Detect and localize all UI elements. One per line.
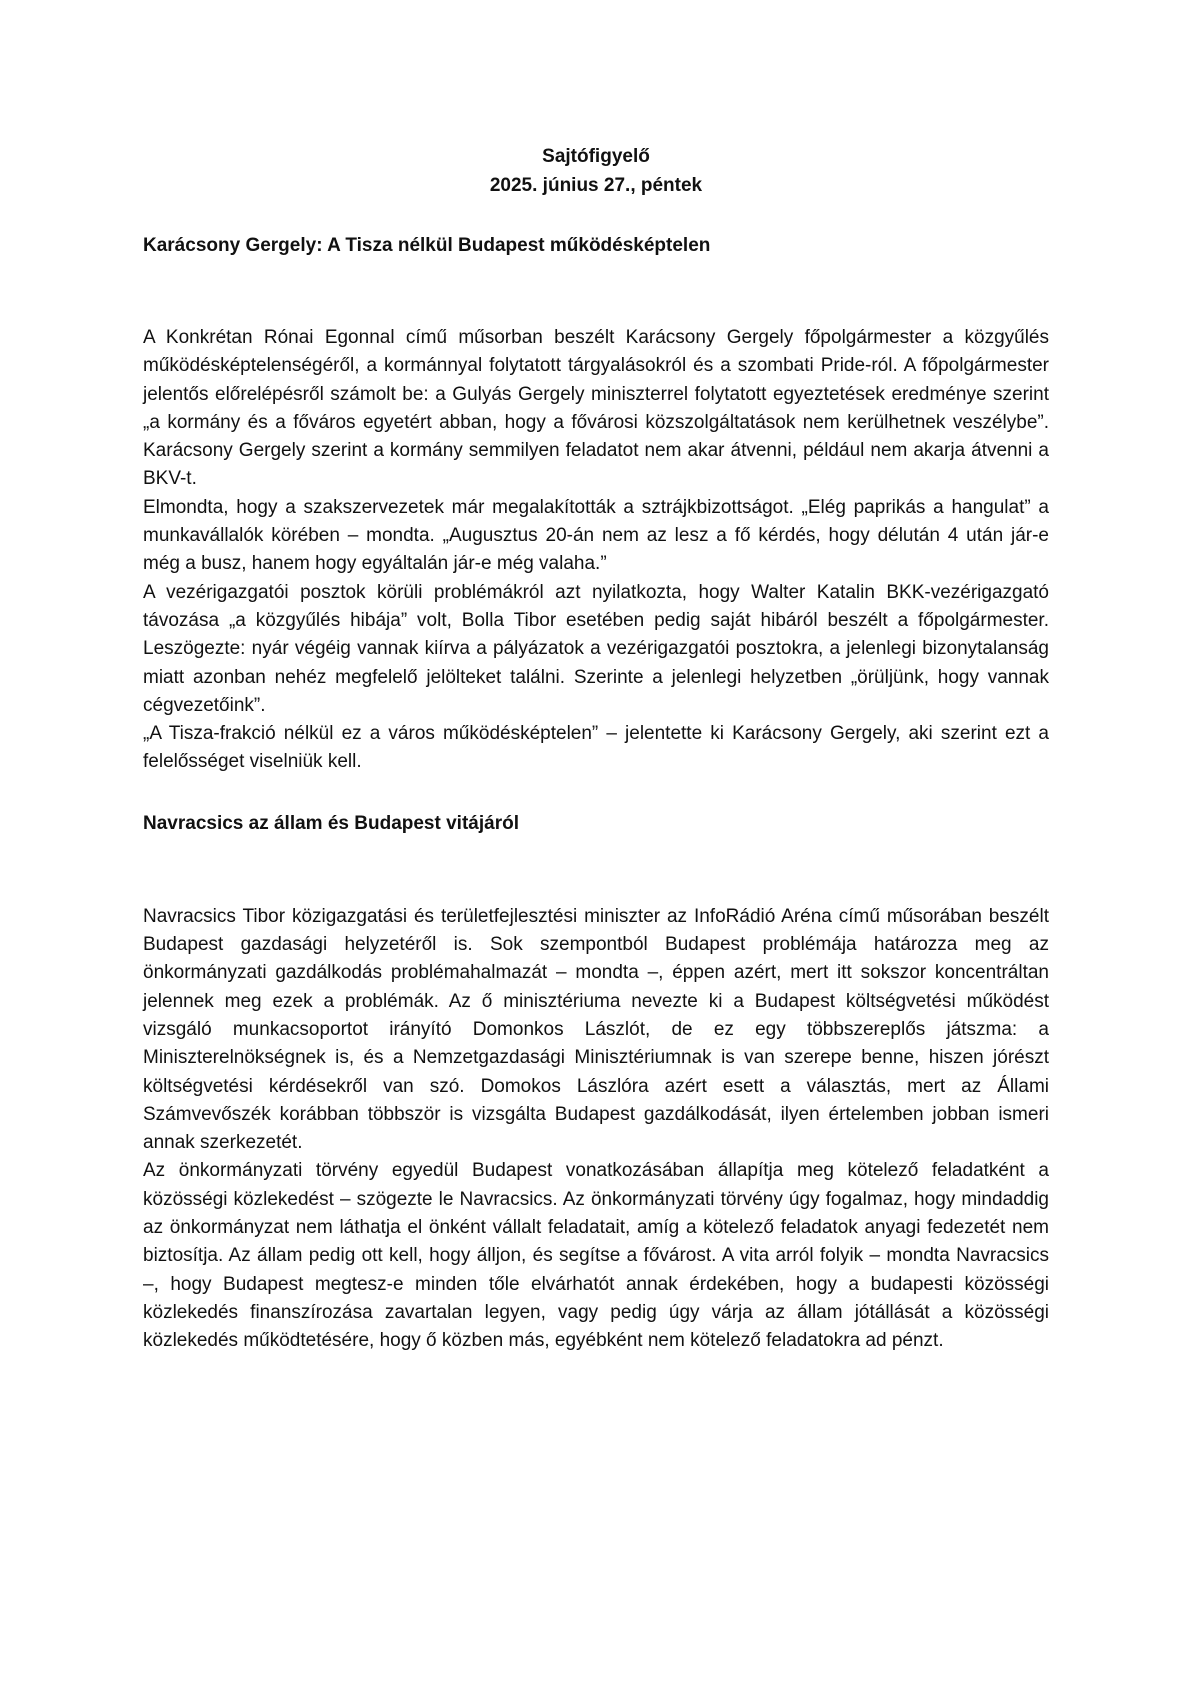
article-1	[143, 232, 1049, 777]
document-title: Sajtófigyelő	[542, 146, 650, 167]
article-headline: Karácsony Gergely: A Tisza nélkül Budapest működésképtelen	[143, 235, 711, 256]
article-paragraph: „A Tisza-frakció nélkül ez a város működésképtelen” – jelentette ki Karácsony Gergely, aki szerint ezt a felelősséget viselniük kell.	[143, 723, 1049, 773]
article-paragraph: Elmondta, hogy a szakszervezetek már megalakították a sztrájkbizottságot. „Elég paprikás a hangulat” a munkavállalók körében – mondta. „Augusztus 20-án nem az lesz a fő kérdés, hogy délután 4 után jár-e még a busz, hanem hogy egyáltalán jár-e még valaha.”	[143, 496, 1049, 575]
document-page	[143, 142, 1049, 1356]
article-2	[143, 810, 1049, 1356]
article-body	[143, 324, 1049, 777]
article-paragraph: A vezérigazgatói posztok körüli problémákról azt nyilatkozta, hogy Walter Katalin BKK-vezérigazgató távozása „a közgyűlés hibája” volt, Bolla Tibor esetében pedig saját hibáról beszélt a főpolgármester. Leszögezte: nyár végéig vannak kiírva a pályázatok a vezérigazgatói posztokra, a jelenlegi bizonytalanság miatt azonban nehéz megfelelő jelölteket találni. Szerinte a jelenlegi helyzetben „örüljünk, hogy vannak cégvezetőink”.	[143, 581, 1049, 716]
article-headline: Navracsics az állam és Budapest vitájáról	[143, 812, 519, 834]
article-paragraph: Az önkormányzati törvény egyedül Budapest vonatkozásában állapítja meg kötelező feladatként a közösségi közlekedést – szögezte le Navracsics. Az önkormányzati törvény úgy fogalmaz, hogy mindaddig az önkormányzat nem láthatja el önként vállalt feladatait, amíg a kötelező feladatok anyagi fedezetét nem biztosítja. Az állam pedig ott kell, hogy álljon, és segítse a fővárost. A vita arról folyik – mondta Navracsics –, hogy Budapest megtesz-e minden tőle elvárhatót annak érdekében, hogy a budapesti közösségi közlekedés finanszírozása zavartalan legyen, vagy pedig úgy várja az állam jótállását a közösségi közlekedés működtetésére, hogy ő közben más, egyébként nem kötelező feladatokra ad pénzt.	[143, 1160, 1049, 1352]
article-paragraph: A Konkrétan Rónai Egonnal című műsorban beszélt Karácsony Gergely főpolgármester a közgyűlés működésképtelenségéről, a kormánnyal folytatott tárgyalásokról és a szombati Pride-ról. A főpolgármester jelentős előrelépésről számolt be: a Gulyás Gergely miniszterrel folytatott egyeztetések eredménye szerint „a kormány és a főváros egyetért abban, hogy a fővárosi közszolgáltatások nem kerülhetnek veszélybe”. Karácsony Gergely szerint a kormány semmilyen feladatot nem akar átvenni, például nem akarja átvenni a BKV-t.	[143, 327, 1049, 490]
masthead	[143, 142, 1049, 200]
article-paragraph: Navracsics Tibor közigazgatási és területfejlesztési miniszter az InfoRádió Aréna című műsorában beszélt Budapest gazdasági helyzetéről is. Sok szempontból Budapest problémája határozza meg az önkormányzati gazdálkodás problémahalmazát – mondta –, éppen azért, mert itt sokszor koncentráltan jelennek meg ezek a problémák. Az ő minisztériuma nevezte ki a Budapest költségvetési működést vizsgáló munkacsoportot irányító Domonkos Lászlót, de ez egy többszereplős játszma: a Miniszterelnökségnek is, és a Nemzetgazdasági Minisztériumnak is van szerepe benne, hiszen jórészt költségvetési kérdésekről van szó. Domokos Lászlóra azért esett a választás, mert az Állami Számvevőszék korábban többször is vizsgálta Budapest gazdálkodását, ilyen értelemben jobban ismeri annak szerkezetét.	[143, 905, 1049, 1154]
document-date: 2025. június 27., péntek	[489, 175, 703, 196]
article-body	[143, 903, 1049, 1356]
